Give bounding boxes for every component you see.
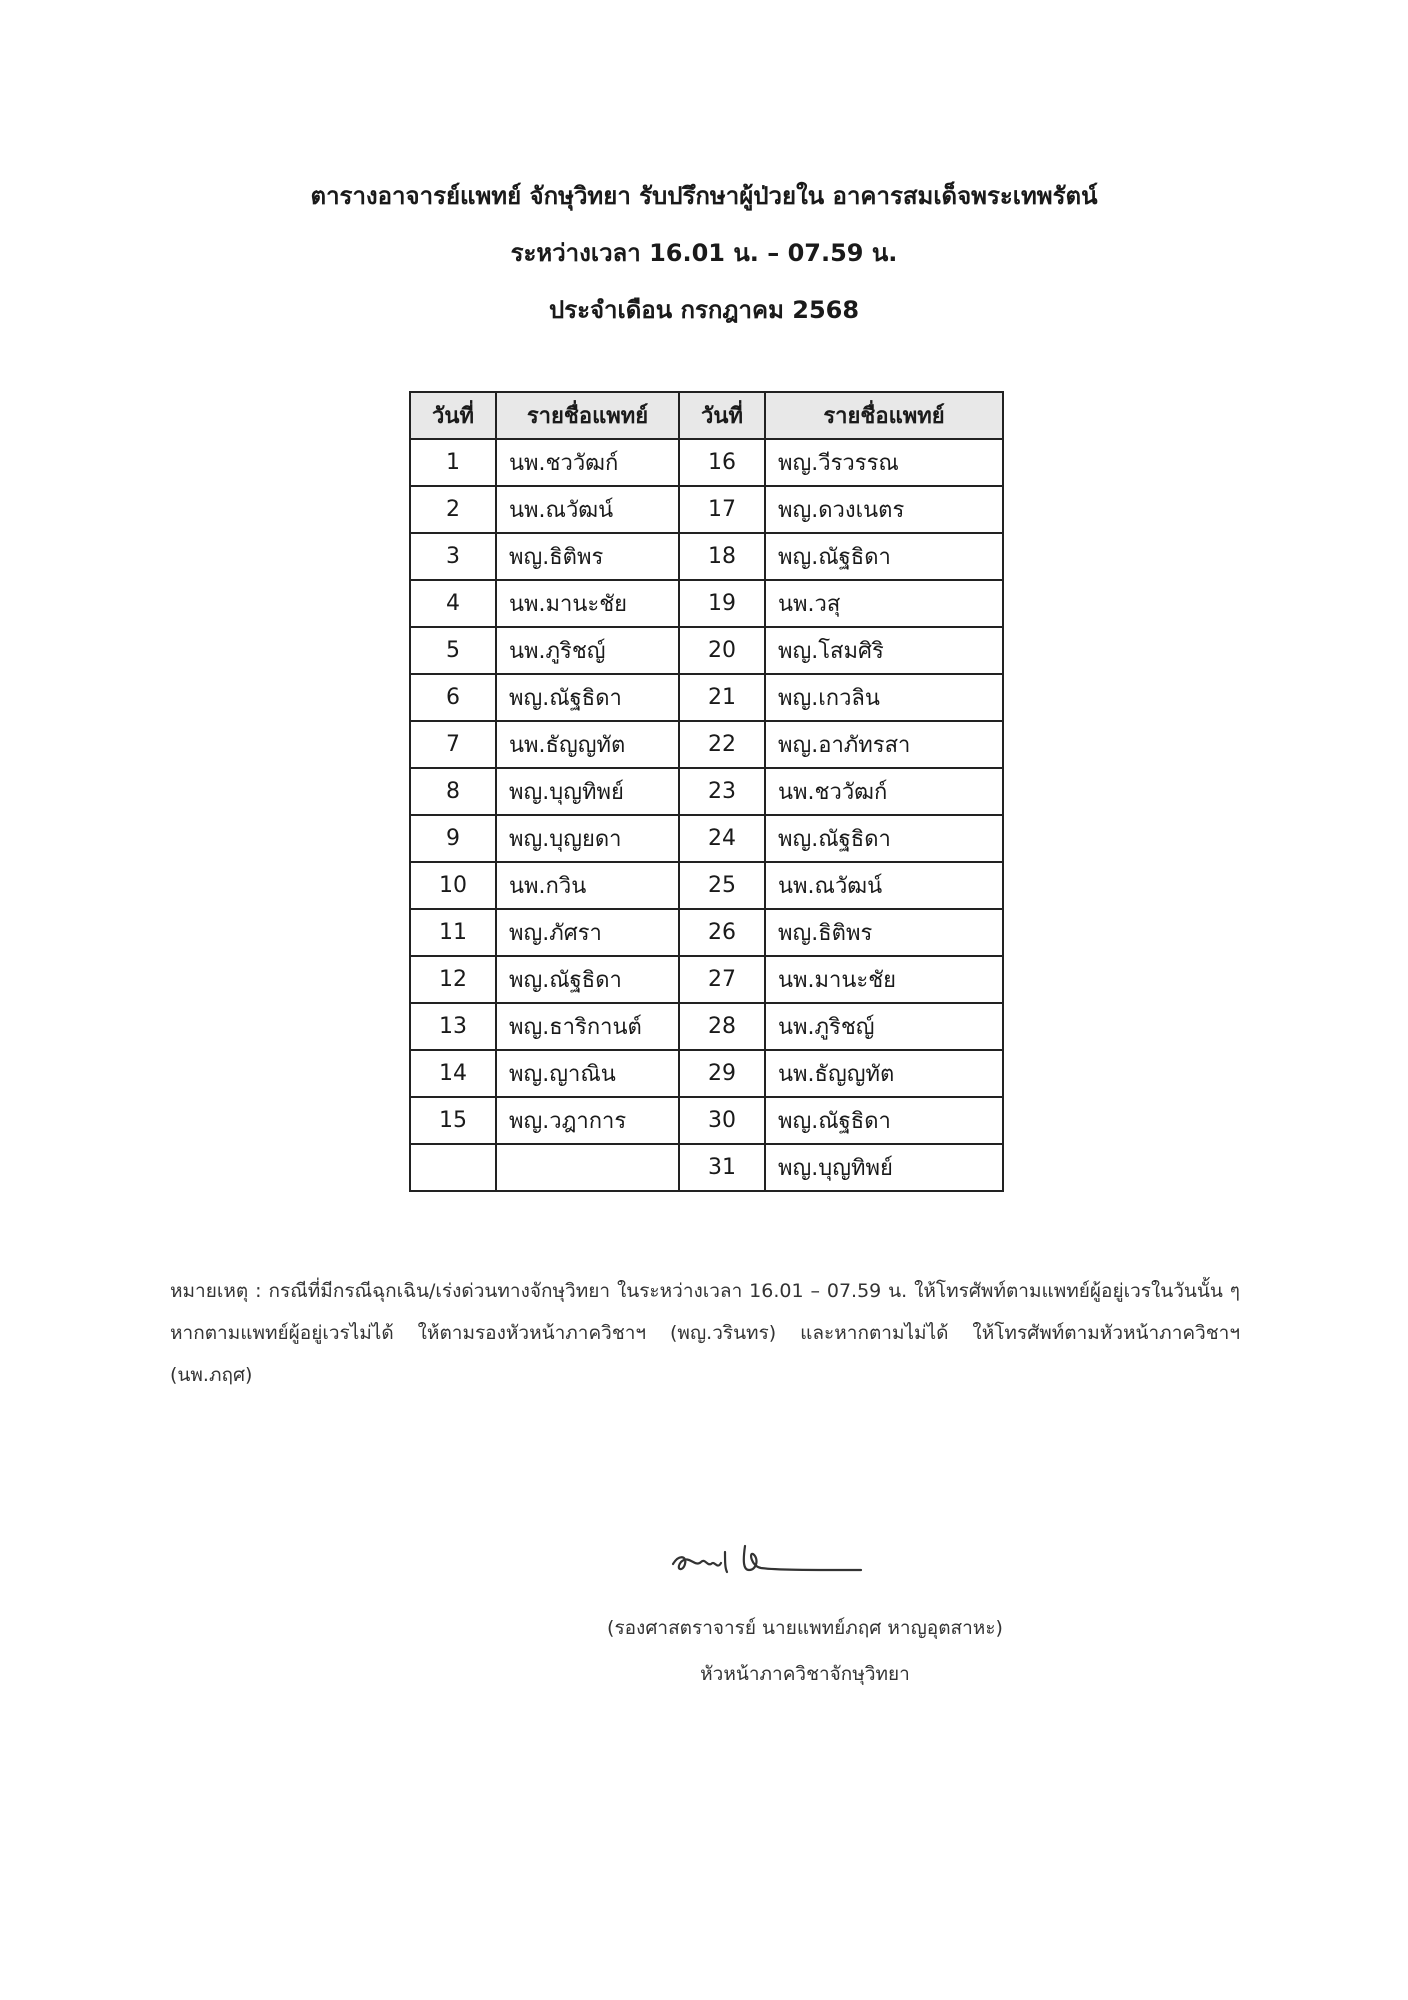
doctor-name-cell: พญ.ธาริกานต์ bbox=[496, 1003, 679, 1050]
day-cell: 11 bbox=[410, 909, 496, 956]
day-cell: 17 bbox=[679, 486, 765, 533]
doctor-name-cell: พญ.วีรวรรณ bbox=[765, 439, 1003, 486]
table-header-row bbox=[410, 392, 1003, 439]
doctor-name-cell: พญ.ณัฐธิดา bbox=[765, 815, 1003, 862]
table-row bbox=[410, 439, 1003, 486]
day-cell: 5 bbox=[410, 627, 496, 674]
day-cell: 15 bbox=[410, 1097, 496, 1144]
table-row bbox=[410, 768, 1003, 815]
day-cell: 3 bbox=[410, 533, 496, 580]
day-cell: 29 bbox=[679, 1050, 765, 1097]
time-range-subtitle: ระหว่างเวลา 16.01 น. – 07.59 น. bbox=[510, 239, 898, 267]
day-cell: 22 bbox=[679, 721, 765, 768]
table-row bbox=[410, 486, 1003, 533]
signer-name: (รองศาสตราจารย์ นายแพทย์ภฤศ หาญอุตสาหะ) bbox=[607, 1617, 1003, 1639]
table-row bbox=[410, 1144, 1003, 1191]
day-cell: 12 bbox=[410, 956, 496, 1003]
doctor-name-cell: นพ.ภูริชญ์ bbox=[765, 1003, 1003, 1050]
doctor-name-cell: พญ.บุญทิพย์ bbox=[496, 768, 679, 815]
table-row bbox=[410, 533, 1003, 580]
day-cell: 18 bbox=[679, 533, 765, 580]
day-cell bbox=[410, 1144, 496, 1191]
table-row bbox=[410, 674, 1003, 721]
doctor-name-cell: พญ.ดวงเนตร bbox=[765, 486, 1003, 533]
doctor-name-cell: นพ.มานะชัย bbox=[765, 956, 1003, 1003]
day-cell: 20 bbox=[679, 627, 765, 674]
doctor-name-cell bbox=[496, 1144, 679, 1191]
doctor-name-cell: พญ.ภัศรา bbox=[496, 909, 679, 956]
day-cell: 4 bbox=[410, 580, 496, 627]
doctor-name-cell: นพ.ชววัฒก์ bbox=[496, 439, 679, 486]
doctor-name-cell: นพ.ธัญญทัต bbox=[496, 721, 679, 768]
document-title-block bbox=[0, 168, 1408, 339]
table-row bbox=[410, 580, 1003, 627]
table-row bbox=[410, 815, 1003, 862]
table-row bbox=[410, 1097, 1003, 1144]
doctor-name-cell: พญ.ญาณิน bbox=[496, 1050, 679, 1097]
doctor-name-cell: พญ.เกวลิน bbox=[765, 674, 1003, 721]
day-cell: 25 bbox=[679, 862, 765, 909]
day-cell: 2 bbox=[410, 486, 496, 533]
signer-block bbox=[520, 1605, 1090, 1697]
doctor-name-cell: นพ.ธัญญทัต bbox=[765, 1050, 1003, 1097]
day-cell: 31 bbox=[679, 1144, 765, 1191]
doctor-name-cell: พญ.ณัฐธิดา bbox=[496, 956, 679, 1003]
header-day: วันที่ bbox=[410, 392, 496, 439]
day-cell: 16 bbox=[679, 439, 765, 486]
doctor-name-cell: พญ.บุญทิพย์ bbox=[765, 1144, 1003, 1191]
doctor-name-cell: นพ.วสุ bbox=[765, 580, 1003, 627]
day-cell: 14 bbox=[410, 1050, 496, 1097]
doctor-name-cell: พญ.ธิติพร bbox=[496, 533, 679, 580]
day-cell: 9 bbox=[410, 815, 496, 862]
day-cell: 10 bbox=[410, 862, 496, 909]
table-row bbox=[410, 627, 1003, 674]
day-cell: 13 bbox=[410, 1003, 496, 1050]
doctor-name-cell: นพ.ณวัฒน์ bbox=[496, 486, 679, 533]
day-cell: 19 bbox=[679, 580, 765, 627]
day-cell: 6 bbox=[410, 674, 496, 721]
day-cell: 24 bbox=[679, 815, 765, 862]
handwritten-signature bbox=[665, 1530, 865, 1590]
day-cell: 8 bbox=[410, 768, 496, 815]
doctor-name-cell: พญ.โสมศิริ bbox=[765, 627, 1003, 674]
document-title: ตารางอาจารย์แพทย์ จักษุวิทยา รับปรึกษาผู้ป่วยใน อาคารสมเด็จพระเทพรัตน์ bbox=[310, 182, 1098, 210]
table-row bbox=[410, 909, 1003, 956]
table-row bbox=[410, 862, 1003, 909]
header-doctor-name: รายชื่อแพทย์ bbox=[765, 392, 1003, 439]
day-cell: 7 bbox=[410, 721, 496, 768]
month-subtitle: ประจำเดือน กรกฎาคม 2568 bbox=[548, 296, 860, 324]
doctor-name-cell: พญ.ณัฐธิดา bbox=[496, 674, 679, 721]
header-day: วันที่ bbox=[679, 392, 765, 439]
day-cell: 26 bbox=[679, 909, 765, 956]
header-doctor-name: รายชื่อแพทย์ bbox=[496, 392, 679, 439]
doctor-name-cell: พญ.ณัฐธิดา bbox=[765, 533, 1003, 580]
note-paragraph: หมายเหตุ : กรณีที่มีกรณีฉุกเฉิน/เร่งด่วนทางจักษุวิทยา ในระหว่างเวลา 16.01 – 07.59 น. ให้โทรศัพท์ตามแพทย์ผู้อยู่เวรในวันนั้น ๆ หากตามแพทย์ผู้อยู่เวรไม่ได้ ให้ตามรองหัวหน้าภาควิชาฯ (พญ.วรินทร) และหากตามไม่ได้ ให้โทรศัพท์ตามหัวหน้าภาควิชาฯ (นพ.ภฤศ) bbox=[170, 1280, 1240, 1386]
day-cell: 1 bbox=[410, 439, 496, 486]
doctor-name-cell: นพ.ชววัฒก์ bbox=[765, 768, 1003, 815]
day-cell: 21 bbox=[679, 674, 765, 721]
table-row bbox=[410, 1003, 1003, 1050]
doctor-name-cell: นพ.มานะชัย bbox=[496, 580, 679, 627]
table-body bbox=[410, 439, 1003, 1191]
doctor-name-cell: นพ.ภูริชญ์ bbox=[496, 627, 679, 674]
doctor-name-cell: พญ.วฎาการ bbox=[496, 1097, 679, 1144]
day-cell: 27 bbox=[679, 956, 765, 1003]
signer-position: หัวหน้าภาควิชาจักษุวิทยา bbox=[700, 1663, 910, 1685]
day-cell: 23 bbox=[679, 768, 765, 815]
doctor-name-cell: พญ.ณัฐธิดา bbox=[765, 1097, 1003, 1144]
day-cell: 30 bbox=[679, 1097, 765, 1144]
doctor-name-cell: พญ.อาภัทรสา bbox=[765, 721, 1003, 768]
on-call-schedule-table bbox=[409, 391, 1004, 1192]
table-row bbox=[410, 721, 1003, 768]
table-row bbox=[410, 956, 1003, 1003]
table-row bbox=[410, 1050, 1003, 1097]
doctor-name-cell: พญ.บุญยดา bbox=[496, 815, 679, 862]
day-cell: 28 bbox=[679, 1003, 765, 1050]
doctor-name-cell: นพ.ณวัฒน์ bbox=[765, 862, 1003, 909]
doctor-name-cell: พญ.ธิติพร bbox=[765, 909, 1003, 956]
doctor-name-cell: นพ.กวิน bbox=[496, 862, 679, 909]
